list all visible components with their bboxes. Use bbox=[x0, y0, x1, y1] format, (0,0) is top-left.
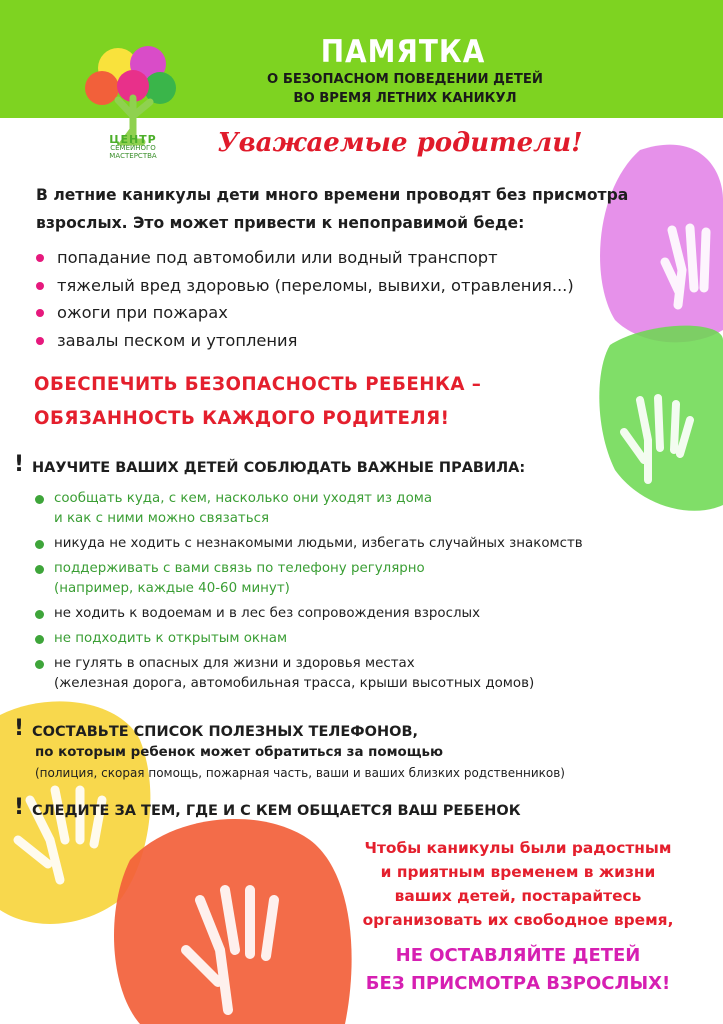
slogan-line1: ОБЕСПЕЧИТЬ БЕЗОПАСНОСТЬ РЕБЕНКА – bbox=[34, 374, 482, 395]
rules-list bbox=[35, 489, 583, 699]
phones-note: (полиция, скорая помощь, пожарная часть, ваши и ваших близких родственников) bbox=[35, 766, 565, 780]
logo-caption bbox=[88, 133, 178, 160]
rule-line1: не подходить к открытым окнам bbox=[54, 631, 288, 646]
rules-heading: НАУЧИТЕ ВАШИХ ДЕТЕЙ СОБЛЮДАТЬ ВАЖНЫЕ ПРАВИЛА: bbox=[32, 460, 526, 476]
closing-line2: и приятным временем в жизни bbox=[380, 863, 656, 881]
phones-heading: СОСТАВЬТЕ СПИСОК ПОЛЕЗНЫХ ТЕЛЕФОНОВ, bbox=[32, 724, 419, 740]
rule-line2: (например, каждые 40-60 минут) bbox=[54, 581, 290, 596]
logo-name: ЦЕНТР bbox=[109, 133, 157, 146]
list-item bbox=[35, 629, 583, 649]
phones-subheading: по которым ребенок может обратиться за помощью bbox=[35, 745, 444, 760]
list-item: попадание под автомобили или водный транспорт bbox=[36, 244, 574, 272]
final-line1: НЕ ОСТАВЛЯЙТЕ ДЕТЕЙ bbox=[395, 945, 641, 966]
rule-line2: (железная дорога, автомобильная трасса, крыши высотных домов) bbox=[54, 676, 535, 691]
watch-heading: СЛЕДИТЕ ЗА ТЕМ, ГДЕ И С КЕМ ОБЩАЕТСЯ ВАШ РЕБЕНОК bbox=[32, 803, 521, 819]
greeting: Уважаемые родители! bbox=[217, 128, 583, 158]
green-blob-hand-icon bbox=[599, 326, 723, 511]
logo-line3: МАСТЕРСТВА bbox=[109, 152, 157, 160]
rule-line1: не ходить к водоемам и в лес без сопровождения взрослых bbox=[54, 606, 480, 621]
list-item bbox=[35, 534, 583, 554]
list-item bbox=[35, 489, 583, 529]
list-item bbox=[35, 604, 583, 624]
safety-slogan bbox=[34, 368, 481, 436]
closing-line4: организовать их свободное время, bbox=[362, 911, 674, 929]
rule-line1: не гулять в опасных для жизни и здоровья местах bbox=[54, 656, 415, 671]
list-item bbox=[35, 559, 583, 599]
final-call bbox=[348, 942, 688, 998]
pink-blob-hand-icon bbox=[600, 145, 723, 343]
subtitle-line1: О БЕЗОПАСНОМ ПОВЕДЕНИИ ДЕТЕЙ bbox=[267, 72, 543, 87]
exclamation-icon: ! bbox=[14, 716, 25, 741]
slogan-line2: ОБЯЗАННОСТЬ КАЖДОГО РОДИТЕЛЯ! bbox=[34, 408, 450, 429]
list-item bbox=[35, 654, 583, 694]
final-line2: БЕЗ ПРИСМОТРА ВЗРОСЛЫХ! bbox=[365, 973, 671, 994]
rule-line1: поддерживать с вами связь по телефону регулярно bbox=[54, 561, 425, 576]
subtitle-line2: ВО ВРЕМЯ ЛЕТНИХ КАНИКУЛ bbox=[293, 91, 517, 106]
rule-line1: сообщать куда, с кем, насколько они уходят из дома bbox=[54, 491, 433, 506]
page-title: ПАМЯТКА bbox=[320, 34, 486, 70]
page-subtitle bbox=[240, 70, 570, 108]
list-item: тяжелый вред здоровью (переломы, вывихи, отравления...) bbox=[36, 272, 574, 300]
risk-list bbox=[36, 244, 574, 354]
rule-line2: и как с ними можно связаться bbox=[54, 511, 270, 526]
intro-paragraph bbox=[36, 181, 706, 237]
closing-line1: Чтобы каникулы были радостным bbox=[364, 839, 672, 857]
exclamation-icon: ! bbox=[14, 452, 25, 477]
rule-line1: никуда не ходить с незнакомыми людьми, избегать случайных знакомств bbox=[54, 536, 583, 551]
orange-blob-hand-icon bbox=[114, 819, 352, 1024]
closing-line3: ваших детей, постарайтесь bbox=[394, 887, 642, 905]
closing-paragraph bbox=[348, 836, 688, 932]
list-item: ожоги при пожарах bbox=[36, 299, 574, 327]
exclamation-icon: ! bbox=[14, 795, 25, 820]
intro-line2: взрослых. Это может привести к непоправимой беде: bbox=[36, 214, 525, 232]
intro-line1: В летние каникулы дети много времени проводят без присмотра bbox=[36, 186, 629, 204]
list-item: завалы песком и утопления bbox=[36, 327, 574, 355]
logo-line2: СЕМЕЙНОГО bbox=[110, 144, 156, 152]
